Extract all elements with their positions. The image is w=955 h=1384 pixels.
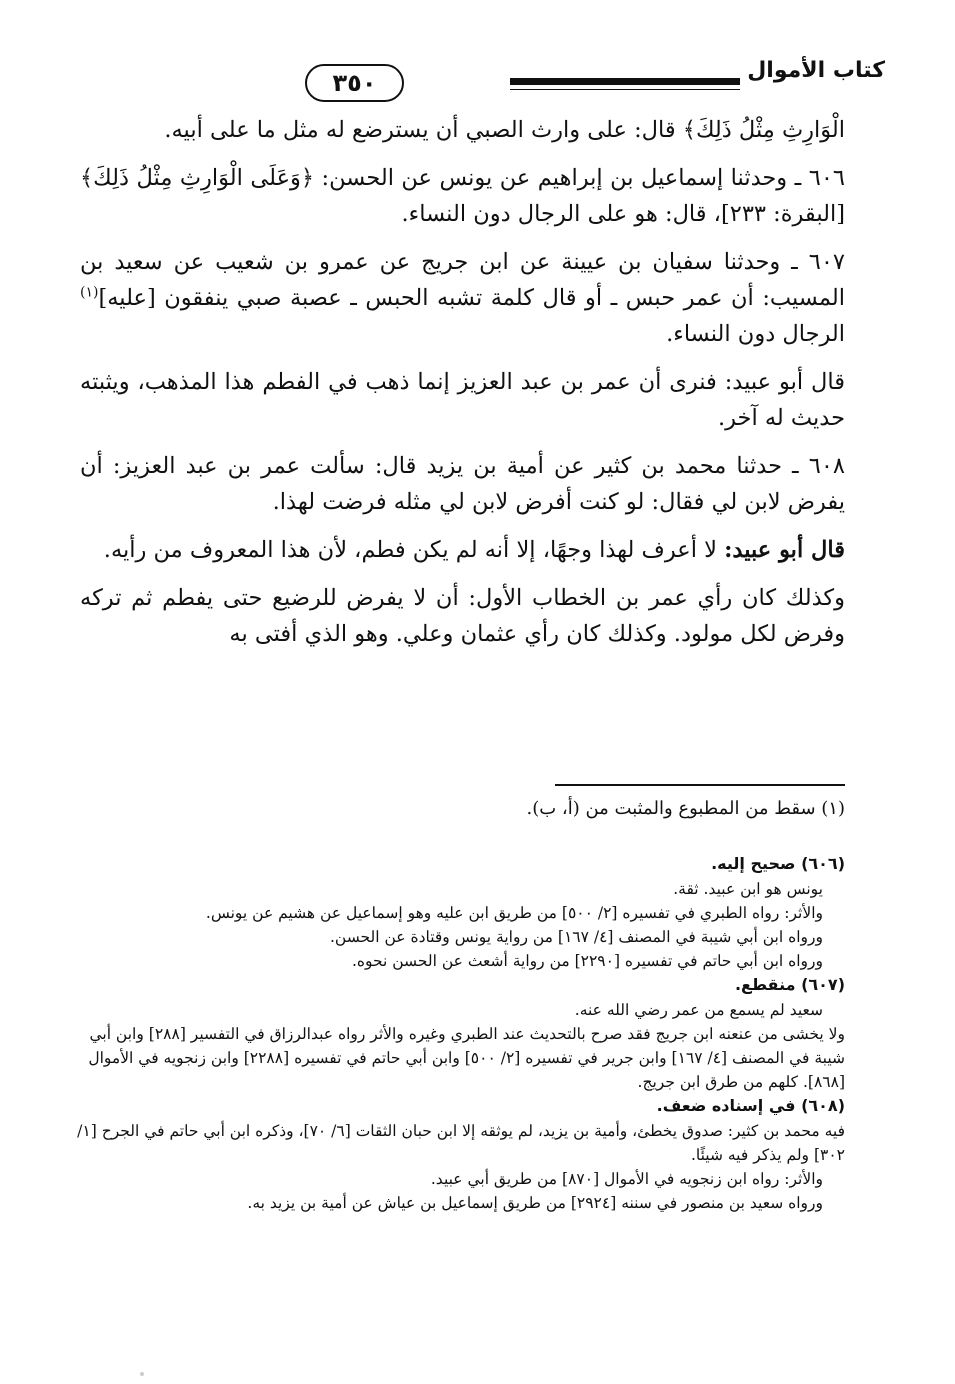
commentary-line: فيه محمد بن كثير: صدوق يخطئ، وأمية بن يزيد، لم يوثقه إلا ابن حبان الثقات [٦/ ٧٠]، وذكره ابن أبي حاتم في الجرح [١/ ٣٠٢] ولم يذكر فيه شيئًا. xyxy=(77,1121,845,1164)
running-title: كتاب الأموال xyxy=(747,58,885,83)
footnote-separator xyxy=(555,784,845,786)
paragraph-text: لا أعرف لهذا وجهًا، إلا أنه لم يكن فطم، لأن هذا المعروف من رأيه. xyxy=(103,537,725,563)
paragraph: الْوَارِثِ مِثْلُ ذَلِكَ﴾ قال: على وارث الصبي أن يسترضع له مثل ما على أبيه. xyxy=(164,117,845,143)
scan-speck xyxy=(140,1372,144,1376)
paragraph-abu-ubaid: قال أبو عبيد: فنرى أن عمر بن عبد العزيز إنما ذهب في الفطم هذا المذهب، ويثبته حديث له آخر. xyxy=(80,369,845,431)
commentary-line: يونس هو ابن عبيد. ثقة. xyxy=(673,879,823,898)
commentary-line: والأثر: رواه الطبري في تفسيره [٢/ ٥٠٠] من طريق ابن عليه وهو إسماعيل عن هشيم عن يونس. xyxy=(205,903,823,922)
commentary-line: ورواه ابن أبي شيبة في المصنف [٤/ ١٦٧] من رواية يونس وقتادة عن الحسن. xyxy=(329,927,823,946)
paragraph-abu-ubaid-2 xyxy=(80,532,845,568)
page-header xyxy=(70,58,885,108)
speaker-label: قال أبو عبيد: xyxy=(724,537,845,563)
commentary-line: سعيد لم يسمع من عمر رضي الله عنه. xyxy=(574,1000,823,1019)
paragraph-606: ٦٠٦ ـ وحدثنا إسماعيل بن إبراهيم عن يونس عن الحسن: ﴿وَعَلَى الْوَارِثِ مِثْلُ ذَلِكَ﴾ [البقرة: ٢٣٣]، قال: هو على الرجال دون النساء. xyxy=(80,165,845,227)
paragraph-608: ٦٠٨ ـ حدثنا محمد بن كثير عن أمية بن يزيد قال: سألت عمر بن عبد العزيز: أن يفرض لابن لي فقال: لو كنت أفرض لابن لي مثله فرضت لهذا. xyxy=(80,453,845,515)
footnote-marker: (١) xyxy=(80,284,99,301)
commentary xyxy=(75,852,845,1215)
paragraph-607 xyxy=(80,244,845,352)
commentary-line: ولا يخشى من عنعنه ابن جريج فقد صرح بالتحديث عند الطبري وغيره والأثر رواه عبدالرزاق في التفسير [٢٨٨] وابن أبي شيبة في المصنف [٤/ ١٦٧] وابن جرير في تفسيره [٢/ ٥٠٠] وابن أبي حاتم في تفسيره [٢٢٨٨] وابن زنجويه في الأموال [٨٦٨]. كلهم من طرق ابن جريج. xyxy=(88,1024,845,1091)
header-rule xyxy=(510,78,740,85)
commentary-line: ورواه ابن أبي حاتم في تفسيره [٢٢٩٠] من رواية أشعث عن الحسن نحوه. xyxy=(351,951,823,970)
paragraph-text: ٦٠٧ ـ وحدثنا سفيان بن عيينة عن ابن جريج عن عمرو بن شعيب عن سعيد بن المسيب: أن عمر حبس ـ أو قال كلمة تشبه الحبس ـ عصبة صبي ينفقون [عليه] xyxy=(80,249,845,311)
paragraph-text: الرجال دون النساء. xyxy=(666,321,845,347)
commentary-heading-608: (٦٠٨) في إسناده ضعف. xyxy=(656,1095,845,1115)
commentary-line: ورواه سعيد بن منصور في سننه [٢٩٢٤] من طريق إسماعيل بن عياش عن أمية بن يزيد به. xyxy=(247,1193,823,1212)
footnote: (١) سقط من المطبوع والمثبت من (أ، ب). xyxy=(526,798,845,819)
commentary-line: والأثر: رواه ابن زنجويه في الأموال [٨٧٠] من طريق أبي عبيد. xyxy=(430,1169,823,1188)
main-text xyxy=(80,112,845,664)
paragraph: وكذلك كان رأي عمر بن الخطاب الأول: أن لا يفرض للرضيع حتى يفطم ثم تركه وفرض لكل مولود. وكذلك كان رأي عثمان وعلي. وهو الذي أفتى به xyxy=(80,585,845,647)
page-number: ٣٥٠ xyxy=(305,64,404,102)
commentary-heading-606: (٦٠٦) صحيح إليه. xyxy=(711,854,845,873)
commentary-heading-607: (٦٠٧) منقطع. xyxy=(734,974,845,994)
header-rule-thin xyxy=(510,89,740,90)
